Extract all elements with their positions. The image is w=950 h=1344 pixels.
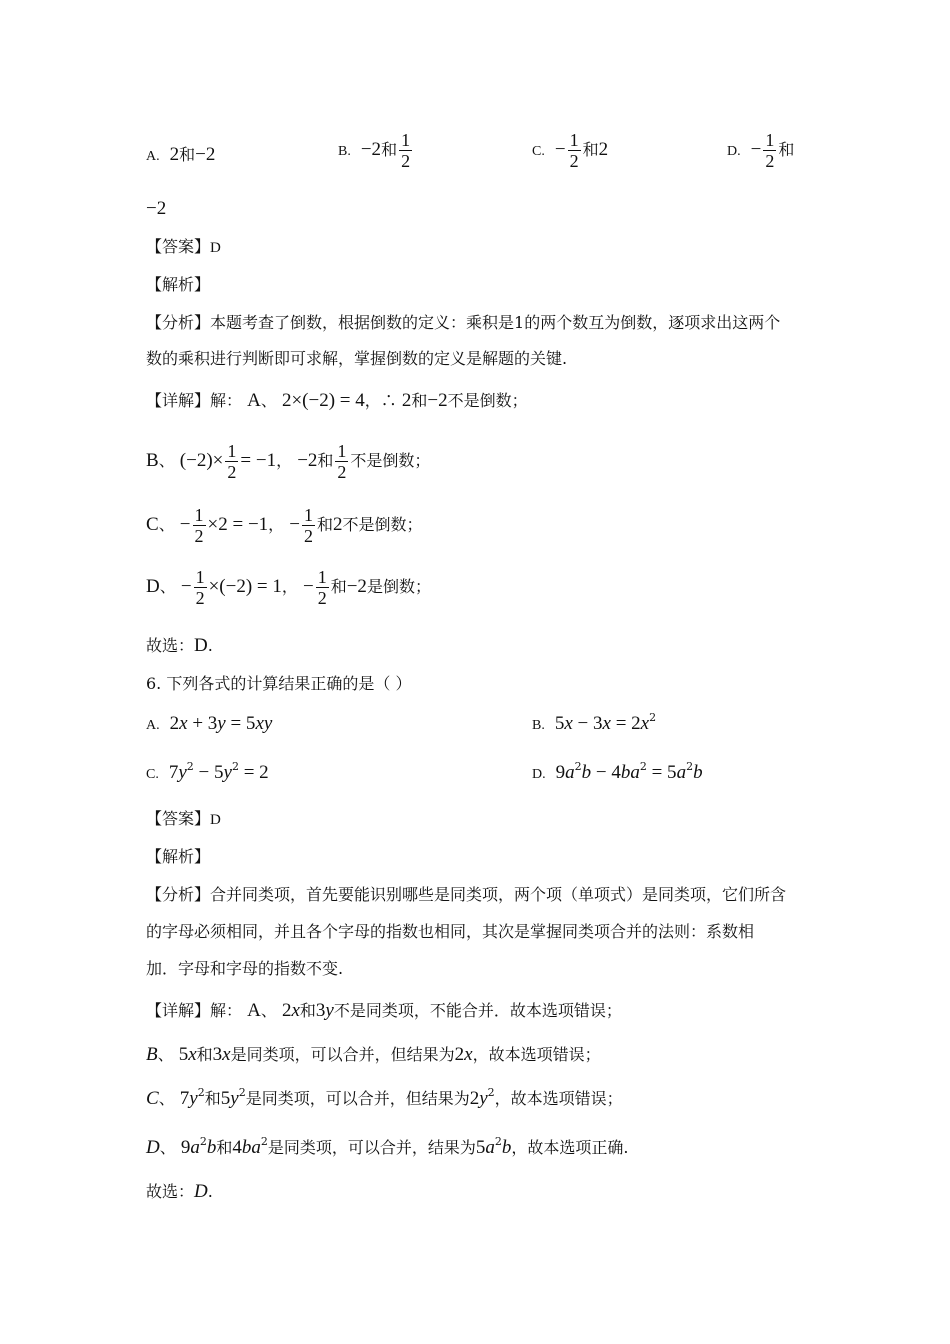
q6-answer: 【答案】D [146,809,221,828]
q6-fenxi-line1: 【分析】合并同类项，首先要能识别哪些是同类项，两个项（单项式）是同类项，它们所含 [146,885,787,904]
q6-option-b[interactable]: B. $5x - 3x = 2x^2$ [532,711,657,734]
q5-option-d-wrap: −2 [146,198,167,219]
q5-option-b[interactable]: B. −2和 $\frac{1}{2}$ [338,130,411,171]
fraction: $\frac{1}{2}$ [195,567,205,608]
q5-option-c[interactable]: C. − $\frac{1}{2}$ 和2 [532,130,609,171]
q6-stem: 6. 下列各式的计算结果正确的是（ ） [146,674,412,693]
q6-choose: 故选：D. [146,1181,213,1202]
option-label: D. [727,144,741,159]
q6-analysis-heading: 【解析】 [146,847,211,866]
fraction: $\frac{1}{2}$ [765,130,775,171]
q5-option-a[interactable]: A. 2和−2 [146,144,216,165]
fraction: $\frac{1}{2}$ [569,130,579,171]
q6-fenxi-line2: 的字母必须相同，并且各个字母的指数也相同，其次是掌握同类项合并的法则：系数相 [146,922,755,941]
q5-detail-d: D、 − $\frac{1}{2}$ ×(−2) = 1， − $\frac{1}{2}$ 和−2是倒数； [146,567,431,608]
q6-detail-b: B、 5x和3x是同类项，可以合并，但结果为2x，故本选项错误； [146,1044,601,1065]
option-label: A. [146,149,160,164]
fraction: $\frac{1}{2}$ [304,505,313,546]
q6-detail-c: C、 $7y^2$和$5y^2$是同类项，可以合并，但结果为$2y^2$，故本选项错误； [146,1086,623,1109]
q6-fenxi-line3: 加．字母和字母的指数不变. [146,959,344,978]
option-label: B. [338,144,351,159]
q6-option-d[interactable]: D. $9a^2b - 4ba^2 = 5a^2b$ [532,760,703,783]
fraction: $\frac{1}{2}$ [337,441,347,482]
q5-analysis-heading: 【解析】 [146,275,211,294]
fraction: $\frac{1}{2}$ [194,505,204,546]
option-label: C. [532,144,545,159]
q5-fenxi-line2: 数的乘积进行判断即可求解，掌握倒数的定义是解题的关键. [146,349,568,368]
q5-option-d[interactable]: D. − $\frac{1}{2}$ 和 [727,130,795,171]
q5-detail-a: 【详解】解： A、 2×(−2) = 4，∴ 2和−2不是倒数； [146,390,528,411]
q6-option-a[interactable]: A. 2x + 3y = 5xy [146,713,273,734]
q5-answer: 【答案】D [146,237,221,256]
fraction: $\frac{1}{2}$ [401,130,411,171]
fraction: $\frac{1}{2}$ [227,441,237,482]
q6-detail-a: 【详解】解： A、 2x和3y不是同类项，不能合并．故本选项错误； [146,1000,622,1021]
q5-detail-c: C、 − $\frac{1}{2}$ ×2 = −1， − $\frac{1}{2}$ 和2不是倒数； [146,505,423,546]
q6-detail-d: D、 $9a^2b$和$4ba^2$是同类项，可以合并，结果为$5a^2b$，故本选项正确. [146,1135,629,1158]
q5-choose: 故选：D. [146,635,213,656]
q6-option-c[interactable]: C. $7y^2 - 5y^2 = 2$ [146,760,269,783]
q5-fenxi-line1: 【分析】本题考查了倒数，根据倒数的定义：乘积是1的两个数互为倒数，逐项求出这两个 [146,313,781,332]
q5-detail-b: B、 (−2)× $\frac{1}{2}$ = −1， −2和 $\frac{1}{2}$ 不是倒数； [146,441,431,482]
fraction: $\frac{1}{2}$ [317,567,327,608]
